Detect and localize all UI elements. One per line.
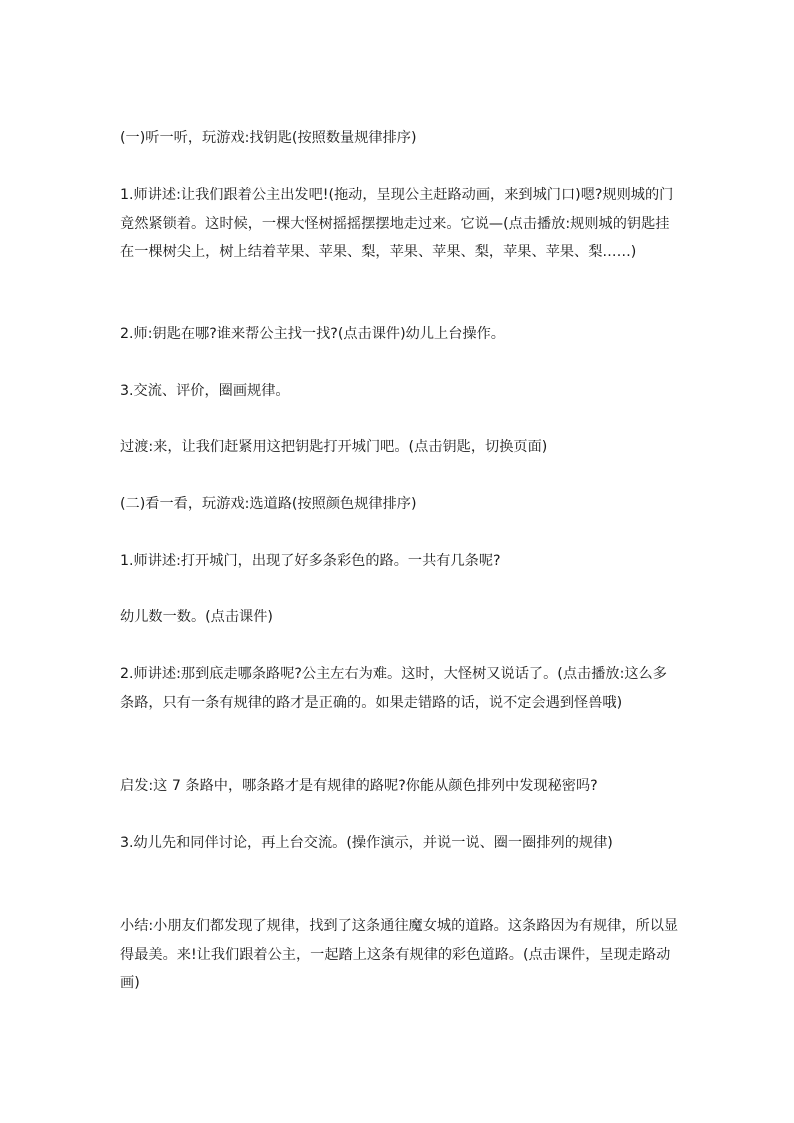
paragraph-discussion: 3.幼儿先和同伴讨论，再上台交流。(操作演示，并说一说、圈一圈排列的规律) [120,835,613,851]
section-heading-listen: (一)听一听，玩游戏:找钥匙(按照数量规律排序) [120,130,417,146]
paragraph-transition: 过渡:来，让我们赶紧用这把钥匙打开城门吧。(点击钥匙，切换页面) [120,439,548,455]
paragraph-teacher-story-2: 1.师讲述:打开城门，出现了好多条彩色的路。一共有几条呢? [120,553,501,569]
paragraph-summary: 小结:小朋友们都发现了规律，找到了这条通往魔女城的道路。这条路因为有规律，所以显得最美。来!让我们跟着公主，一起踏上这条有规律的彩色道路。(点击课件，呈现走路动画) [120,918,679,991]
paragraph-exchange-evaluate: 3.交流、评价，圈画规律。 [120,383,290,399]
paragraph-children-count: 幼儿数一数。(点击课件) [120,609,273,625]
paragraph-find-key: 2.师:钥匙在哪?谁来帮公主找一找?(点击课件)幼儿上台操作。 [120,326,505,342]
paragraph-inspiration: 启发:这 7 条路中，哪条路才是有规律的路呢?你能从颜色排列中发现秘密吗? [120,778,598,794]
paragraph-teacher-story-3: 2.师讲述:那到底走哪条路呢?公主左右为难。这时，大怪树又说话了。(点击播放:这么多条路，只有一条有规律的路才是正确的。如果走错路的话，说不定会遇到怪兽哦) [120,666,667,711]
paragraph-teacher-story-1: 1.师讲述:让我们跟着公主出发吧!(拖动，呈现公主赶路动画，来到城门口)嗯?规则城的门竟然紧锁着。这时候，一棵大怪树摇摇摆摆地走过来。它说—(点击播放:规则城的钥匙挂在一棵树尖上，树上结着苹果、苹果、梨，苹果、苹果、梨，苹果、苹果、梨……) [120,187,674,260]
section-heading-look: (二)看一看，玩游戏:选道路(按照颜色规律排序) [120,496,417,512]
